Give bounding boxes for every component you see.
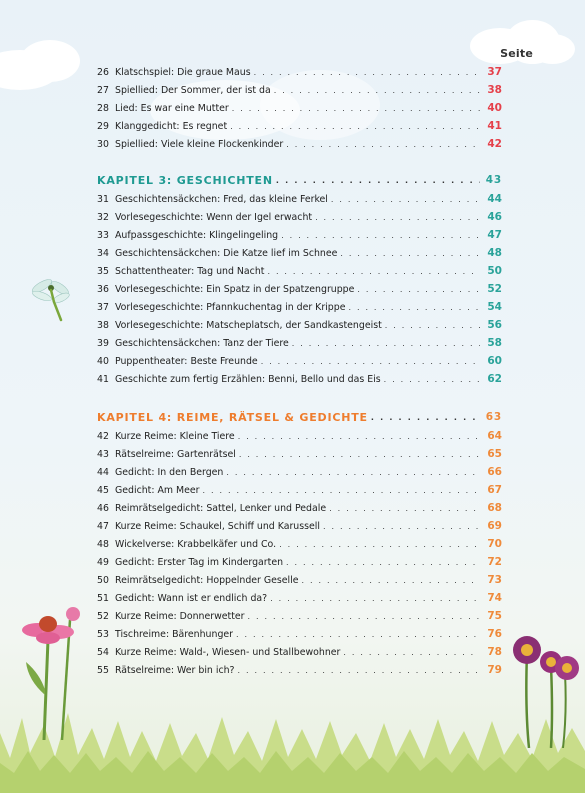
entry-page: 38 <box>487 84 502 96</box>
entry-number: 48 <box>97 538 109 550</box>
entry-title: Klanggedicht: Es regnet <box>115 120 228 132</box>
entry-page: 65 <box>487 448 502 460</box>
entry-title: Vorlesegeschichte: Pfannkuchentag in der Krippe <box>115 301 346 313</box>
toc-entry[interactable] <box>97 463 502 481</box>
toc-entry[interactable] <box>97 280 502 298</box>
entry-number: 45 <box>97 484 109 496</box>
dot-leader <box>254 68 480 77</box>
chapter-title: KAPITEL 4: REIME, RÄTSEL & GEDICHTE <box>97 410 368 424</box>
toc-entry[interactable] <box>97 262 502 280</box>
dragonfly-icon <box>30 272 72 327</box>
entry-page: 73 <box>487 574 502 586</box>
dot-leader <box>274 86 480 95</box>
toc-entry[interactable] <box>97 190 502 208</box>
entry-number: 52 <box>97 610 109 622</box>
entry-page: 78 <box>487 646 502 658</box>
toc-entry[interactable] <box>97 427 502 445</box>
entry-number: 42 <box>97 430 109 442</box>
entry-page: 70 <box>487 538 502 550</box>
entry-title: Kurze Reime: Schaukel, Schiff und Karussell <box>115 520 320 532</box>
entry-number: 44 <box>97 466 109 478</box>
entry-page: 72 <box>487 556 502 568</box>
entry-number: 53 <box>97 628 109 640</box>
toc-entry[interactable] <box>97 553 502 571</box>
toc-entry[interactable] <box>97 352 502 370</box>
entry-title: Klatschspiel: Die graue Maus <box>115 66 251 78</box>
toc-entry[interactable] <box>97 135 502 153</box>
chapter-page: 63 <box>485 411 502 423</box>
entry-number: 34 <box>97 247 109 259</box>
toc-entry[interactable] <box>97 445 502 463</box>
entry-title: Vorlesegeschichte: Matscheplatsch, der Sandkastengeist <box>115 319 382 331</box>
dot-leader <box>261 357 480 366</box>
entry-title: Gedicht: Am Meer <box>115 484 200 496</box>
toc-entry[interactable] <box>97 99 502 117</box>
dot-leader <box>343 648 480 657</box>
entry-title: Vorlesegeschichte: Ein Spatz in der Spatzengruppe <box>115 283 355 295</box>
toc-entry[interactable] <box>97 334 502 352</box>
entry-title: Aufpassgeschichte: Klingelingeling <box>115 229 279 241</box>
entry-title: Schattentheater: Tag und Nacht <box>115 265 265 277</box>
entry-page: 76 <box>487 628 502 640</box>
toc-entry[interactable] <box>97 517 502 535</box>
entry-title: Kurze Reime: Donnerwetter <box>115 610 245 622</box>
entry-number: 38 <box>97 319 109 331</box>
dot-leader <box>340 249 480 258</box>
entry-number: 54 <box>97 646 109 658</box>
entry-title: Puppentheater: Beste Freunde <box>115 355 258 367</box>
toc-entry[interactable] <box>97 298 502 316</box>
entry-number: 39 <box>97 337 109 349</box>
pink-flower-illustration <box>18 600 98 740</box>
entry-page: 47 <box>487 229 502 241</box>
toc-entry[interactable] <box>97 535 502 553</box>
entry-number: 47 <box>97 520 109 532</box>
dot-leader <box>384 375 480 384</box>
entry-title: Geschichte zum fertig Erzählen: Benni, Bello und das Eis <box>115 373 381 385</box>
entry-number: 51 <box>97 592 109 604</box>
dot-leader <box>230 122 480 131</box>
dot-leader <box>315 213 480 222</box>
entry-title: Geschichtensäckchen: Die Katze lief im Schnee <box>115 247 338 259</box>
entry-page: 66 <box>487 466 502 478</box>
entry-page: 46 <box>487 211 502 223</box>
toc-entry[interactable] <box>97 226 502 244</box>
entry-page: 52 <box>487 283 502 295</box>
entry-page: 64 <box>487 430 502 442</box>
entry-page: 69 <box>487 520 502 532</box>
entry-title: Rätselreime: Wer bin ich? <box>115 664 235 676</box>
toc-entry[interactable] <box>97 370 502 388</box>
dot-leader <box>371 413 480 422</box>
entry-number: 35 <box>97 265 109 277</box>
entry-number: 31 <box>97 193 109 205</box>
entry-page: 62 <box>487 373 502 385</box>
entry-page: 42 <box>487 138 502 150</box>
dot-leader <box>331 195 480 204</box>
entry-title: Spiellied: Viele kleine Flockenkinder <box>115 138 284 150</box>
chapter-title: KAPITEL 3: GESCHICHTEN <box>97 173 273 187</box>
toc-entry[interactable] <box>97 208 502 226</box>
entry-page: 40 <box>487 102 502 114</box>
entry-title: Rätselreime: Gartenrätsel <box>115 448 236 460</box>
entry-number: 32 <box>97 211 109 223</box>
entry-number: 27 <box>97 84 109 96</box>
toc-entry[interactable] <box>97 244 502 262</box>
toc-entry[interactable] <box>97 481 502 499</box>
toc-entry[interactable] <box>97 117 502 135</box>
purple-flower-illustration <box>505 628 585 748</box>
entry-number: 29 <box>97 120 109 132</box>
entry-number: 50 <box>97 574 109 586</box>
entry-title: Reimrätselgedicht: Sattel, Lenker und Pedale <box>115 502 327 514</box>
table-of-contents <box>97 63 502 679</box>
entry-number: 28 <box>97 102 109 114</box>
entry-page: 75 <box>487 610 502 622</box>
dot-leader <box>248 612 480 621</box>
dot-leader <box>239 450 480 459</box>
entry-number: 43 <box>97 448 109 460</box>
entry-page: 67 <box>487 484 502 496</box>
page-column-header: Seite <box>500 47 533 60</box>
entry-title: Vorlesegeschichte: Wenn der Igel erwacht <box>115 211 313 223</box>
entry-title: Geschichtensäckchen: Fred, das kleine Ferkel <box>115 193 328 205</box>
entry-title: Reimrätselgedicht: Hoppelnder Geselle <box>115 574 299 586</box>
entry-page: 74 <box>487 592 502 604</box>
toc-entry[interactable] <box>97 607 502 625</box>
dot-leader <box>286 558 480 567</box>
entry-number: 49 <box>97 556 109 568</box>
entry-page: 50 <box>487 265 502 277</box>
dot-leader <box>357 285 480 294</box>
chapter-page: 43 <box>485 174 502 186</box>
entry-title: Spiellied: Der Sommer, der ist da <box>115 84 271 96</box>
dot-leader <box>232 104 480 113</box>
toc-entry[interactable] <box>97 589 502 607</box>
dot-leader <box>286 140 480 149</box>
entry-number: 40 <box>97 355 109 367</box>
entry-title: Kurze Reime: Wald-, Wiesen- und Stallbewohner <box>115 646 341 658</box>
entry-title: Gedicht: Erster Tag im Kindergarten <box>115 556 284 568</box>
dot-leader <box>238 432 480 441</box>
dot-leader <box>302 576 480 585</box>
dot-leader <box>236 630 480 639</box>
entry-page: 41 <box>487 120 502 132</box>
dot-leader <box>270 594 480 603</box>
toc-entry[interactable] <box>97 643 502 661</box>
entry-title: Wickelverse: Krabbelkäfer und Co. <box>115 538 277 550</box>
dot-leader <box>281 231 480 240</box>
chapter-heading-4[interactable] <box>97 407 502 427</box>
entry-number: 33 <box>97 229 109 241</box>
entry-title: Kurze Reime: Kleine Tiere <box>115 430 235 442</box>
entry-title: Lied: Es war eine Mutter <box>115 102 229 114</box>
chapter-heading-3[interactable] <box>97 170 502 190</box>
entry-title: Gedicht: In den Bergen <box>115 466 224 478</box>
entry-number: 55 <box>97 664 109 676</box>
toc-entry[interactable] <box>97 316 502 334</box>
dot-leader <box>267 267 480 276</box>
toc-entry[interactable] <box>97 571 502 589</box>
entry-title: Gedicht: Wann ist er endlich da? <box>115 592 268 604</box>
dot-leader <box>385 321 480 330</box>
entry-number: 36 <box>97 283 109 295</box>
dot-leader <box>226 468 480 477</box>
toc-entry[interactable] <box>97 63 502 81</box>
dot-leader <box>279 540 480 549</box>
entry-page: 79 <box>487 664 502 676</box>
dot-leader <box>203 486 480 495</box>
entry-page: 44 <box>487 193 502 205</box>
entry-page: 60 <box>487 355 502 367</box>
entry-number: 46 <box>97 502 109 514</box>
entry-page: 54 <box>487 301 502 313</box>
entry-number: 26 <box>97 66 109 78</box>
entry-page: 56 <box>487 319 502 331</box>
dot-leader <box>329 504 480 513</box>
toc-entry[interactable] <box>97 625 502 643</box>
entry-page: 37 <box>487 66 502 78</box>
entry-page: 58 <box>487 337 502 349</box>
entry-title: Geschichtensäckchen: Tanz der Tiere <box>115 337 289 349</box>
dot-leader <box>292 339 480 348</box>
entry-page: 68 <box>487 502 502 514</box>
dot-leader <box>348 303 480 312</box>
entry-number: 30 <box>97 138 109 150</box>
toc-entry[interactable] <box>97 81 502 99</box>
entry-page: 48 <box>487 247 502 259</box>
dot-leader <box>276 176 480 185</box>
entry-title: Tischreime: Bärenhunger <box>115 628 234 640</box>
dot-leader <box>323 522 480 531</box>
toc-entry[interactable] <box>97 499 502 517</box>
entry-number: 41 <box>97 373 109 385</box>
entry-number: 37 <box>97 301 109 313</box>
